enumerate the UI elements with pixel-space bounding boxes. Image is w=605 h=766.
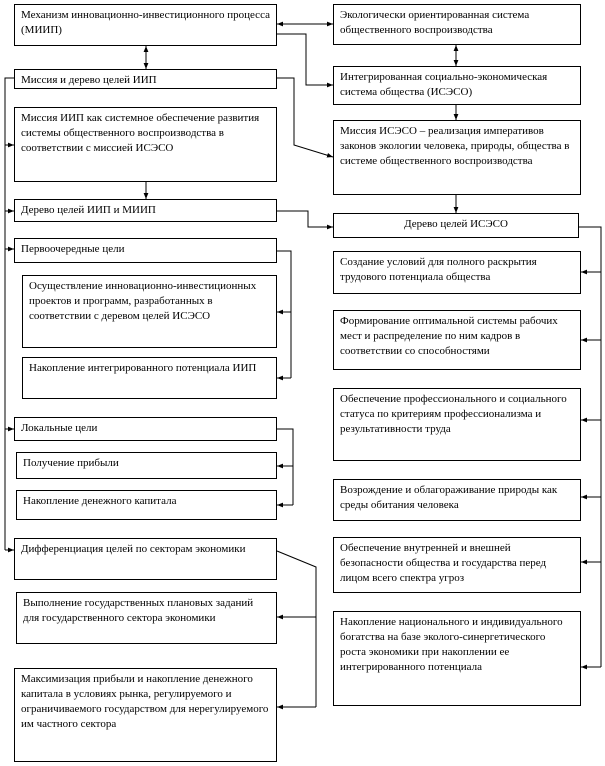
box-security: Обеспечение внутренней и внешней безопасности общества и государства перед лицом всего спектра угроз <box>333 537 581 593</box>
box-mission-isesso: Миссия ИСЭСО – реализация императивов законов экологии человека, природы, общества в системе общественного воспроизводства <box>333 120 581 195</box>
box-implement-projects: Осуществление инновационно-инвестиционных проектов и программ, разработанных в соответствии с деревом целей ИСЭСО <box>22 275 277 348</box>
box-max-profit: Максимизация прибыли и накопление денежного капитала в условиях рынка, регулируемого и ограничиваемого государством для нерегулируемого им частного сектора <box>14 668 277 762</box>
tree-iip-isesso-connector <box>277 211 333 227</box>
box-accumulate-potential: Накопление интегрированного потенциала ИИП <box>22 357 277 399</box>
box-nature: Возрождение и облагораживание природы как среды обитания человека <box>333 479 581 521</box>
box-tree-isesso: Дерево целей ИСЭСО <box>333 213 579 238</box>
left-spine <box>5 78 14 550</box>
mission-tree-isesso-connector <box>277 78 333 157</box>
box-state-orders: Выполнение государственных плановых заданий для государственного сектора экономики <box>16 592 277 644</box>
miip-isesso-connector <box>277 34 333 85</box>
box-miip: Механизм инновационно-инвестиционного процесса (МИИП) <box>14 4 277 46</box>
box-eco-system: Экологически ориентированная система общественного воспроизводства <box>333 4 581 45</box>
box-mission-iip: Миссия ИИП как системное обеспечение развития системы общественного воспроизводства в соответствии с миссией ИСЭСО <box>14 107 277 182</box>
box-workplaces: Формирование оптимальной системы рабочих мест и распределение по ним кадров в соответствии со способностями <box>333 310 581 370</box>
right-bracket <box>579 227 601 667</box>
box-status: Обеспечение профессионального и социального статуса по критериям профессионализма и результативности труда <box>333 388 581 461</box>
box-tree-iip-miip: Дерево целей ИИП и МИИП <box>14 199 277 222</box>
box-differentiation: Дифференциация целей по секторам экономики <box>14 538 277 580</box>
box-wealth: Накопление национального и индивидуального богатства на базе эколого-синергетического роста экономики при накоплении ее интегрированного потенциала <box>333 611 581 706</box>
box-labor-potential: Создание условий для полного раскрытия трудового потенциала общества <box>333 251 581 294</box>
differentiation-bracket <box>277 551 316 707</box>
box-isesso: Интегрированная социально-экономическая система общества (ИСЭСО) <box>333 66 581 105</box>
local-bracket <box>277 429 293 505</box>
box-profit: Получение прибыли <box>16 452 277 479</box>
box-money-capital: Накопление денежного капитала <box>16 490 277 520</box>
box-mission-tree-iip: Миссия и дерево целей ИИП <box>14 69 277 89</box>
box-local-goals: Локальные цели <box>14 417 277 441</box>
box-priority-goals: Первоочередные цели <box>14 238 277 263</box>
priority-bracket <box>277 251 291 378</box>
